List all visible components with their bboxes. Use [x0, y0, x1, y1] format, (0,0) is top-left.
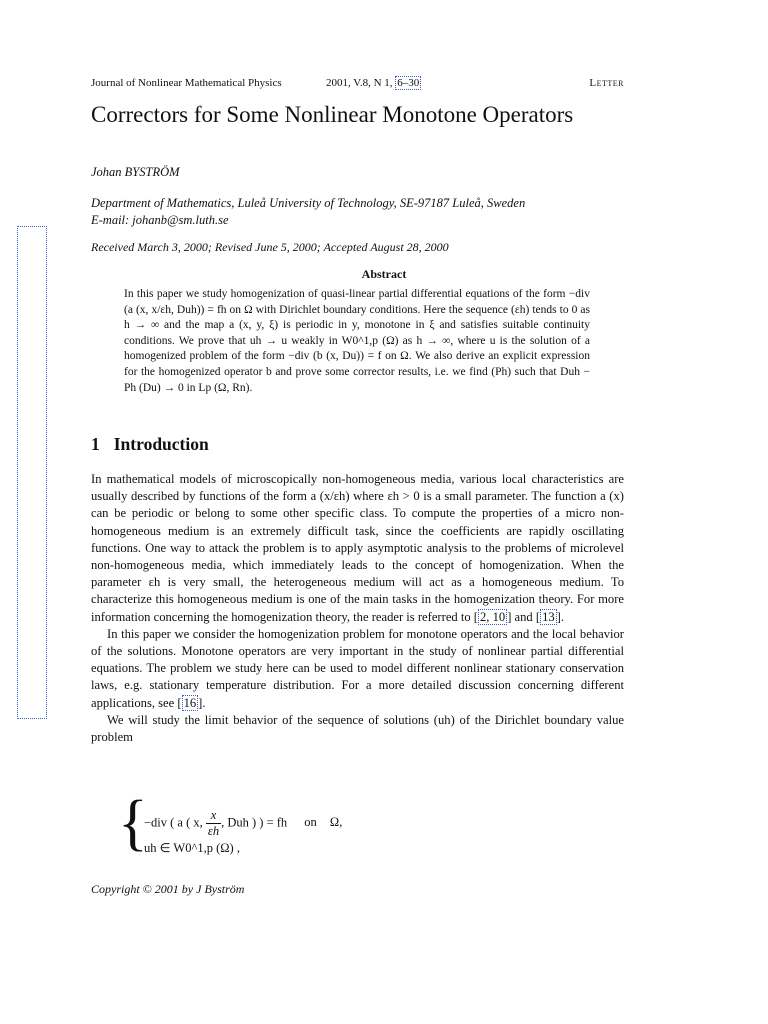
section-title: Introduction [113, 434, 209, 454]
affiliation [91, 195, 624, 229]
paragraph-2: In this paper we consider the homogenization problem for monotone operators and the local behavior of the solutions. Monotone operators are very important in the study of nonlinear partial differential equations. The problem we study here can be used to model different nonlinear stationary conservation laws, e.g. stationary temperature distribution. For a more detailed discussion concerning different applications, see [ 16 ]. [91, 626, 624, 710]
copyright-notice: Copyright © 2001 by J Byström [91, 882, 245, 896]
abstract-text: In this paper we study homogenization of quasi-linear partial differential equations of the form −div (a (x, x/εh, Duh)) = fh on Ω with Dirichlet boundary conditions. Here the sequence (εh) tends to 0 as h → ∞ and the map a (x, y, ξ) is periodic in y, monotone in ξ and satisfies suitable continuity conditions. We prove that uh → u weakly in W0^1,p (Ω) as h → ∞, where u is the solution of a homogenized problem of the form −div (b (x, Du)) = f on Ω. We also derive an explicit expression for the homogenized operator b and prove some corrector results, i.e. we find (Ph) such that Duh − Ph (Du) → 0 in Lp (Ω, Rn). [124, 288, 590, 394]
paragraph-3: We will study the limit behavior of the sequence of solutions (uh) of the Dirichlet boundary value problem [91, 712, 624, 745]
margin-link-box[interactable] [17, 226, 47, 719]
left-brace: { [118, 789, 148, 857]
paragraph-1: In mathematical models of microscopically non-homogeneous media, various local characteristics are usually described by functions of the form a (x/εh) where εh > 0 is a small parameter. The function a (x) can be periodic or belong to some other specific class. To compute the properties of a micro non-homogeneous medium is an extremely difficult task, since the coefficients are rapidly oscillating functions. One way to attack the problem is to apply asymptotic analysis to the problems of microlevel non-homogeneous media, which immediately leads to the concept of homogenization. When the parameter εh is very small, the heterogeneous medium will act as a homogeneous medium. To characterize this homogeneous medium is one of the main tasks in the homogenization theory. For more information concerning the homogenization theory, the reader is referred to [ 2, 10 ] and [ 13 ]. [91, 472, 624, 624]
author-name: Johan BYSTRÖM [91, 165, 180, 179]
body-text [91, 471, 624, 746]
section-number: 1 [91, 434, 100, 454]
article-type: Letter [589, 77, 624, 89]
affiliation-email: E-mail: johanb@sm.luth.se [91, 213, 229, 227]
abstract-body [124, 287, 590, 396]
journal-name: Journal of Nonlinear Mathematical Physics [91, 77, 282, 89]
received-dates: Received March 3, 2000; Revised June 5, 2000; Accepted August 28, 2000 [91, 240, 449, 254]
abstract-heading: Abstract [361, 267, 407, 281]
pages-link[interactable]: 6–30 [397, 77, 420, 89]
boundary-value-equation [118, 789, 518, 862]
section-heading [91, 434, 209, 455]
volume-info: 2001, V.8, N 1, 6–30 [326, 77, 420, 89]
citation-link[interactable]: 2, 10 [480, 609, 506, 624]
equation-line-2: uh ∈ W0^1,p (Ω) , [144, 841, 240, 855]
affiliation-address: Department of Mathematics, Luleå University of Technology, SE-97187 Luleå, Sweden [91, 196, 526, 210]
fraction: $\frac{x}{\varepsilon h}$ [207, 808, 220, 838]
citation-link[interactable]: 13 [542, 609, 555, 624]
citation-link[interactable]: 16 [183, 695, 197, 710]
paper-title: Correctors for Some Nonlinear Monotone Operators [91, 102, 574, 127]
equation-line-1: −div ( a ( x, $\frac{x}{\varepsilon h}$ , Duh ) ) = fh on Ω, [144, 808, 343, 838]
